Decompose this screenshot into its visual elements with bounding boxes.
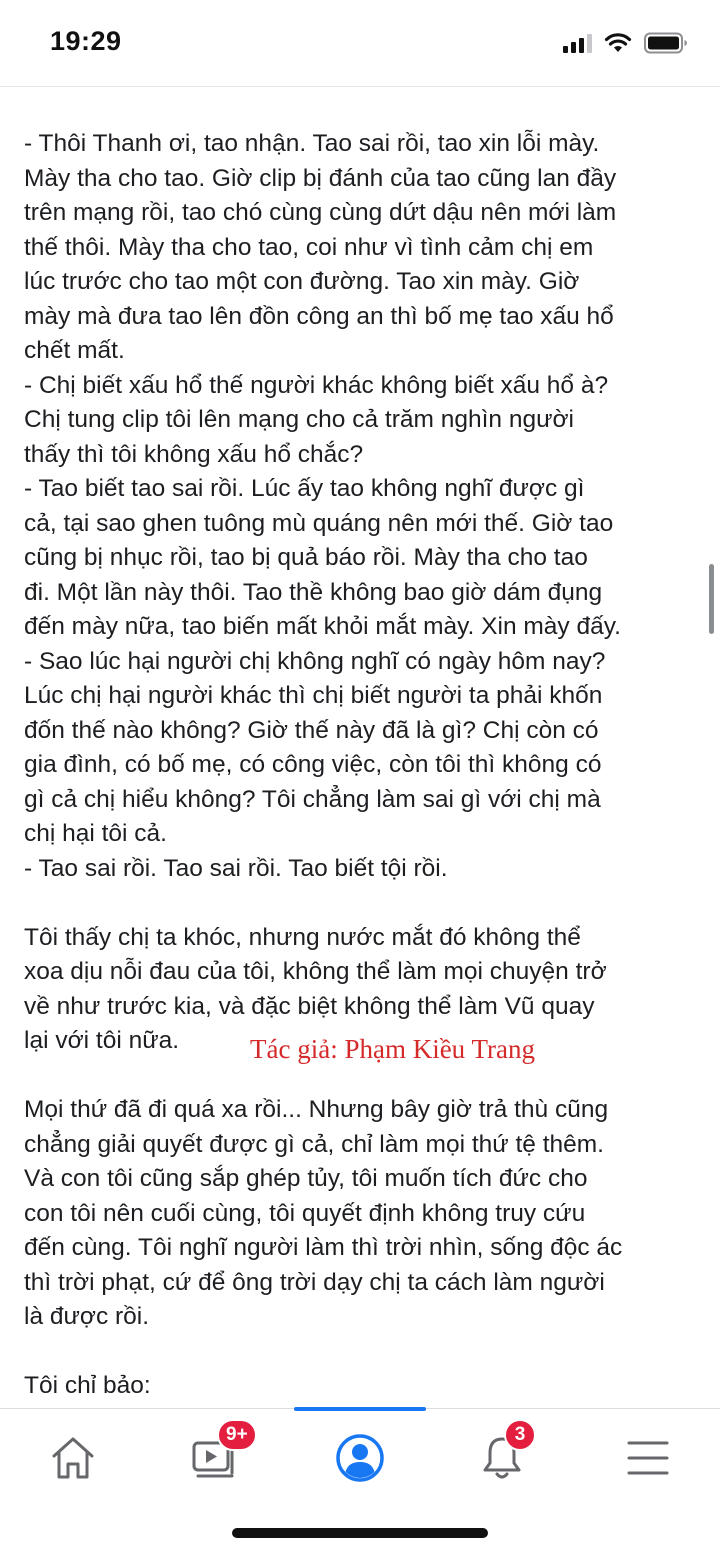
notifications-badge: 3 (504, 1419, 536, 1451)
status-icons (563, 32, 688, 54)
post-text-line: - Sao lúc hại người chị không nghĩ có ngày hôm nay? (24, 647, 606, 675)
post-text-line: lại với tôi nữa. (24, 1027, 180, 1054)
post-text-line: Và con tôi cũng sắp ghép tủy, tôi muốn tích đức cho (24, 1165, 588, 1192)
paragraph-gap (24, 1335, 704, 1370)
post-text-line: đến cùng. Tôi nghĩ người làm thì trời nhìn, sống độc ác (24, 1234, 623, 1261)
wifi-icon (604, 32, 632, 54)
post-text-line: gia đình, có bố mẹ, có công việc, còn tôi thì không có (24, 751, 602, 778)
post-text-line: lúc trước cho tao một con đường. Tao xin mày. Giờ (24, 268, 580, 295)
profile-icon (334, 1432, 386, 1484)
menu-icon (626, 1438, 670, 1478)
post-text-line: Tôi thấy chị ta khóc, nhưng nước mắt đó không thể (24, 923, 581, 951)
tab-menu[interactable] (608, 1423, 688, 1493)
post-text-line: Lúc chị hại người khác thì chị biết người ta phải khốn (24, 682, 603, 709)
post-text-line: trên mạng rồi, tao chó cùng cùng dứt dậu nên mới làm (24, 199, 617, 226)
home-indicator (232, 1528, 488, 1538)
post-text-line: về như trước kia, và đặc biệt không thể làm Vũ quay (24, 992, 595, 1020)
post-text-line: gì cả chị hiểu không? Tôi chẳng làm sai gì với chị mà (24, 785, 601, 813)
status-bar (0, 0, 720, 87)
post-text-line: cũng bị nhục rồi, tao bị quả báo rồi. Mày tha cho tao (24, 544, 588, 571)
post-text-line: mày mà đưa tao lên đồn công an thì bố mẹ tao xấu hổ (24, 302, 614, 330)
post-text-line: thấy thì tôi không xấu hổ chắc? (24, 440, 364, 468)
post-text-line: cả, tại sao ghen tuông mù quáng nên mới thế. Giờ tao (24, 509, 614, 537)
tab-watch[interactable] (175, 1423, 255, 1493)
post-text-line: - Tao biết tao sai rồi. Lúc ấy tao không nghĩ được gì (24, 475, 585, 502)
battery-icon (644, 32, 688, 54)
scrollbar[interactable] (709, 564, 714, 634)
tab-home[interactable] (33, 1423, 113, 1493)
post-text-line: Mọi thứ đã đi quá xa rồi... Nhưng bây giờ trả thù cũng (24, 1096, 609, 1123)
signal-icon (563, 33, 592, 53)
post-body (24, 127, 704, 1404)
post-text-line: đến mày nữa, tao biến mất khỏi mắt mày. Xin mày đấy. (24, 613, 621, 640)
post-text-line: thì trời phạt, cứ để ông trời dạy chị ta cách làm người (24, 1268, 605, 1296)
post-text-line: Mày tha cho tao. Giờ clip bị đánh của tao cũng lan đầy (24, 164, 617, 192)
tab-profile[interactable] (320, 1423, 400, 1493)
post-text-line: - Chị biết xấu hổ thế người khác không biết xấu hổ à? (24, 371, 609, 399)
post-text-line: xoa dịu nỗi đau của tôi, không thể làm mọi chuyện trở (24, 958, 607, 985)
post-text-line: - Tao sai rồi. Tao sai rồi. Tao biết tội rồi. (24, 854, 448, 882)
author-watermark: Tác giả: Phạm Kiều Trang (250, 1034, 535, 1064)
home-icon (49, 1435, 97, 1481)
status-time: 19:29 (50, 26, 122, 56)
paragraph-gap (24, 886, 704, 921)
post-text-line: thế thôi. Mày tha cho tao, coi như vì tình cảm chị em (24, 233, 594, 261)
post-text-line: đi. Một lần này thôi. Tao thề không bao giờ dám đụng (24, 578, 603, 606)
tab-notifications[interactable] (462, 1423, 542, 1493)
post-text-line: - Thôi Thanh ơi, tao nhận. Tao sai rồi, tao xin lỗi mày. (24, 130, 600, 157)
post-text-line: Tôi chỉ bảo: (24, 1372, 151, 1399)
post-text-line: con tôi nên cuối cùng, tôi quyết định không truy cứu (24, 1199, 586, 1227)
post-text-line: chết mất. (24, 337, 125, 364)
watch-badge: 9+ (217, 1419, 257, 1451)
tab-active-indicator (294, 1407, 426, 1411)
post-text-line: là được rồi. (24, 1303, 150, 1330)
post-text-line: chẳng giải quyết được gì cả, chỉ làm mọi thứ tệ thêm. (24, 1130, 604, 1158)
post-text-line: đốn thế nào không? Giờ thế này đã là gì? Chị còn có (24, 716, 599, 744)
post-text-line: chị hại tôi cả. (24, 820, 167, 847)
post-text-line: Chị tung clip tôi lên mạng cho cả trăm nghìn người (24, 406, 574, 433)
